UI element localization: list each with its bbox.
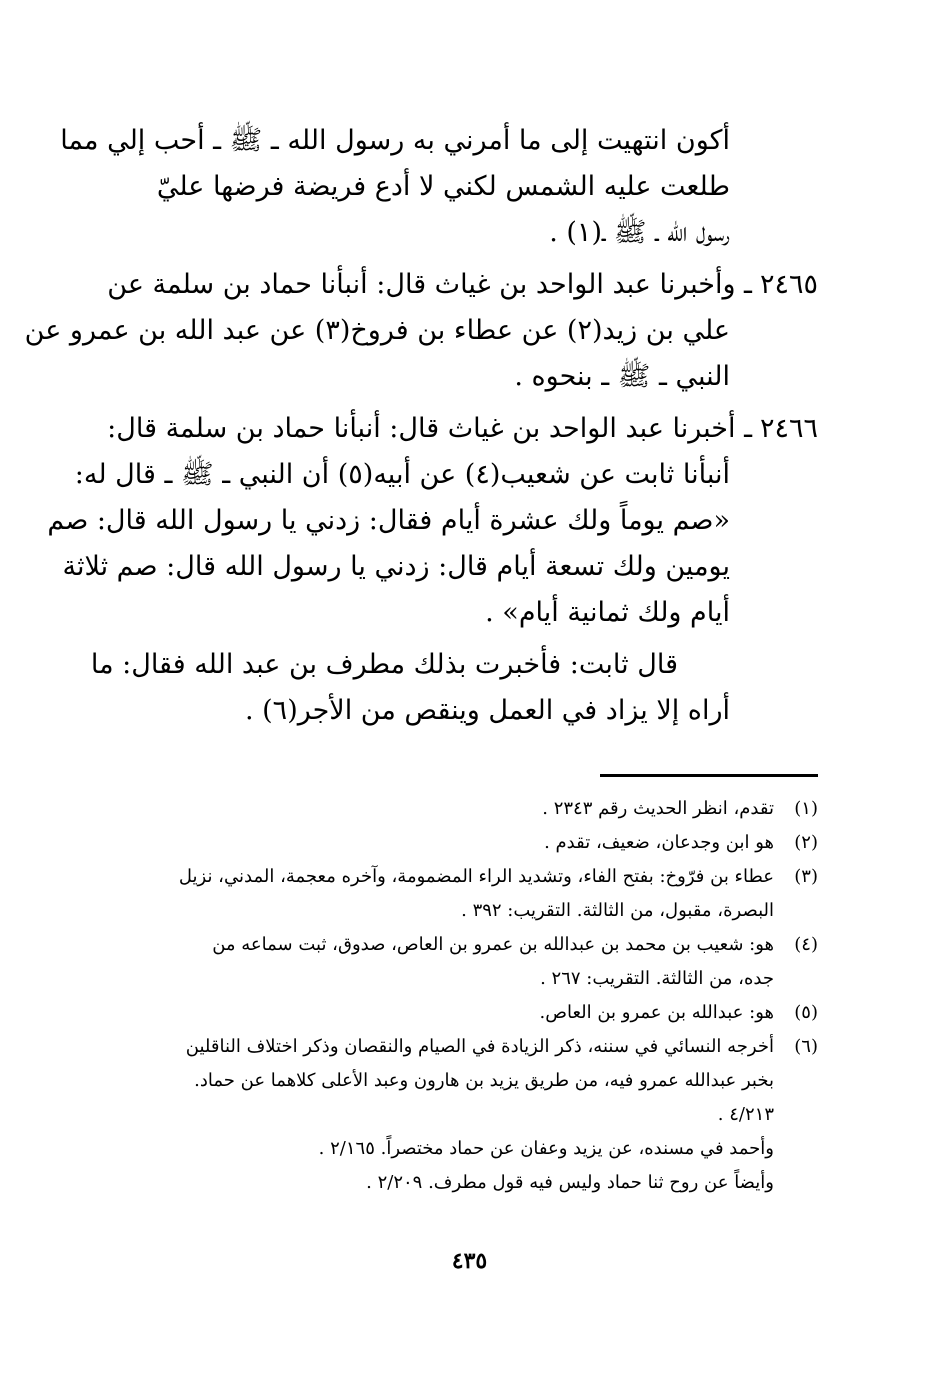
text-line: أكون انتهيت إلى ما أمرني به رسول الله ـ ﷺ ـ أحب إلي مما [60, 125, 730, 156]
footnote-6-sub: وأحمد في مسنده، عن يزيد وعفان عن حماد مختصراً. ٢/١٦٥ . [318, 1138, 774, 1159]
hadith-2465 [24, 262, 818, 400]
text-line-content: ـ أخبرنا عبد الواحد بن غياث قال: أنبأنا حماد بن سلمة قال: [107, 413, 752, 444]
footnote-1 [128, 792, 818, 826]
text-line: أيام ولك ثمانية أيام» . [485, 597, 730, 628]
footnote-text: أخرجه النسائي في سننه، ذكر الزيادة في الصيام والنقصان وذكر اختلاف الناقلين [185, 1036, 774, 1057]
footnote-4-continuation: جده، من الثالثة. التقريب: ٢٦٧ . [540, 968, 774, 989]
footnote-number: (٤) [794, 934, 818, 955]
text-line: أنبأنا ثابت عن شعيب(٤) عن أبيه(٥) أن النبي ـ ﷺ ـ قال له: [74, 459, 730, 490]
footnote-6-sub: وأيضاً عن روح ثنا حماد وليس فيه قول مطرف. ٢/٢٠٩ . [366, 1172, 774, 1193]
text-line [107, 406, 818, 452]
footnotes [128, 792, 818, 1200]
text-line: «صم يوماً ولك عشرة أيام فقال: زدني يا رسول الله قال: صم [47, 505, 730, 536]
footnote-2 [128, 826, 818, 860]
footnote-number: (٦) [794, 1036, 818, 1057]
text-line: علي بن زيد(٢) عن عطاء بن فروخ(٣) عن عبد الله بن عمرو عن [24, 315, 730, 346]
footnote-6-continuation: ٤/٢١٣ . [717, 1104, 774, 1125]
text-line: يومين ولك تسعة أيام قال: زدني يا رسول الله قال: صم ثلاثة [62, 551, 730, 582]
text-line: قال ثابت: فأخبرت بذلك مطرف بن عبد الله فقال: ما [90, 649, 678, 680]
footnote-text: هو: عبدالله بن عمرو بن العاص. [539, 1002, 774, 1023]
text-line-content: ـ وأخبرنا عبد الواحد بن غياث قال: أنبأنا حماد بن سلمة عن [107, 269, 752, 300]
footnote-number: (٢) [794, 832, 818, 853]
page-number: ٤٣٥ [451, 1248, 488, 1274]
footnote-separator [600, 774, 818, 777]
hadith-2466 [47, 406, 818, 636]
text-line [107, 262, 818, 308]
continuation-paragraph [60, 118, 818, 256]
hadith-number: ٢٤٦٦ [759, 413, 818, 444]
text-line: النبي ـ ﷺ ـ بنحوه . [514, 361, 730, 392]
footnote-text: هو: شعيب بن محمد بن عبدالله بن عمرو بن العاص، صدوق، ثبت سماعه من [212, 934, 774, 955]
footnote-number: (١) [794, 798, 818, 819]
footnote-number: (٣) [794, 866, 818, 887]
text-line: رسول الله ـ ﷺ ـ(١) . [549, 217, 730, 248]
thabit-paragraph [90, 642, 818, 734]
text-line: طلعت عليه الشمس لكني لا أدع فريضة فرضها عليّ [156, 171, 730, 202]
footnote-3 [128, 860, 818, 894]
footnote-text: عطاء بن فرّوخ: بفتح الفاء، وتشديد الراء المضمومة، وآخره معجمة، المدني، نزيل [178, 866, 774, 887]
footnote-text: تقدم، انظر الحديث رقم ٢٣٤٣ . [542, 798, 774, 819]
footnote-number: (٥) [794, 1002, 818, 1023]
text-line: أراه إلا يزاد في العمل وينقص من الأجر(٦) . [244, 695, 730, 726]
footnote-6-continuation: بخبر عبدالله عمرو فيه، من طريق يزيد بن هارون وعبد الأعلى كلاهما عن حماد. [194, 1070, 774, 1091]
footnote-5 [128, 996, 818, 1030]
hadith-number: ٢٤٦٥ [759, 269, 818, 300]
footnote-4 [128, 928, 818, 962]
footnote-6 [128, 1030, 818, 1064]
footnote-text: هو ابن وجدعان، ضعيف، تقدم . [544, 832, 774, 853]
footnote-3-continuation: البصرة، مقبول، من الثالثة. التقريب: ٣٩٢ . [461, 900, 774, 921]
